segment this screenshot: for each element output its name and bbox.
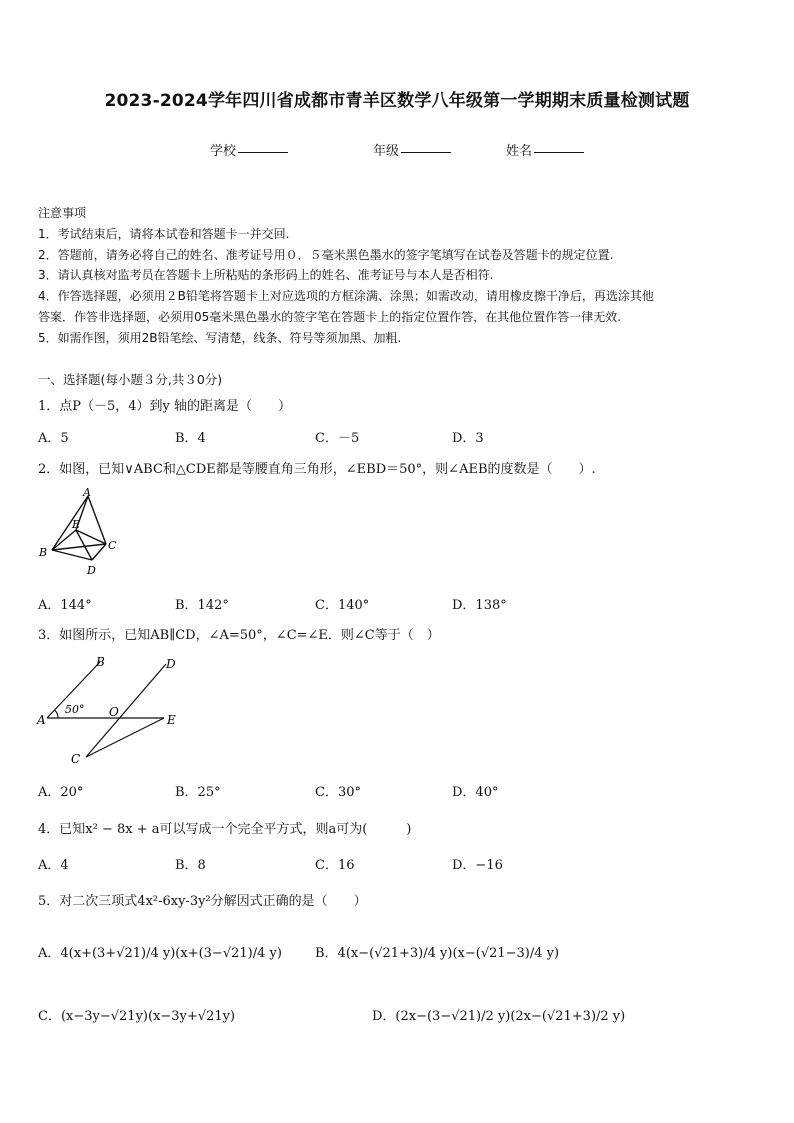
question-2-option-a[interactable]: A．144° <box>38 598 92 613</box>
label-d: D <box>166 657 176 671</box>
note-item: 答案．作答非选择题，必须用05毫米黑色墨水的签字笔在答题卡上的指定位置作答，在其他位置作答一律无效. <box>38 310 622 324</box>
question-4-option-c[interactable]: C．16 <box>315 858 355 873</box>
line-cd <box>86 664 166 757</box>
question-1-option-c[interactable]: C．－5 <box>315 431 360 446</box>
name-label: 姓名 <box>506 144 533 159</box>
label-d: D <box>87 564 96 577</box>
question-1-option-a[interactable]: A．5 <box>38 431 69 446</box>
question-4-stem: 4．已知x² − 8x + a可以写成一个完全平方式，则a可为( ) <box>38 822 412 837</box>
label-a: A <box>37 713 46 727</box>
question-2-option-b[interactable]: B．142° <box>175 598 229 613</box>
question-4-option-b[interactable]: B．8 <box>175 858 206 873</box>
question-5-option-d[interactable]: D．(2x−(3−√21)/2 y)(2x−(√21+3)/2 y) <box>372 1009 626 1024</box>
question-2-option-d[interactable]: D．138° <box>452 598 507 613</box>
question-1-option-d[interactable]: D．3 <box>452 431 484 446</box>
question-2-figure <box>36 486 118 580</box>
name-blank[interactable] <box>534 152 584 153</box>
label-o: O <box>109 705 119 719</box>
question-1-option-b[interactable]: B．4 <box>175 431 206 446</box>
label-b: B <box>39 546 48 559</box>
label-a: A <box>83 486 91 499</box>
question-1-stem: 1．点P（－5，4）到y 轴的距离是（ ） <box>38 399 292 414</box>
question-2-option-c[interactable]: C．140° <box>315 598 370 613</box>
note-item: 5．如需作图，须用2B铅笔绘、写清楚，线条、符号等须加黑、加粗. <box>38 331 402 345</box>
label-b: B <box>96 655 105 669</box>
question-3-option-d[interactable]: D．40° <box>452 785 499 800</box>
note-item: 1．考试结束后，请将本试卷和答题卡一并交回. <box>38 227 290 241</box>
label-e: E <box>72 518 81 531</box>
question-3-figure <box>34 652 184 768</box>
question-2-stem: 2．如图，已知∨ABC和△CDE都是等腰直角三角形，∠EBD＝50°，则∠AEB的度数是（ ）. <box>38 462 596 477</box>
segment-bc <box>52 544 106 550</box>
question-5-option-b[interactable]: B．4(x−(√21+3)/4 y)(x−(√21−3)/4 y) <box>315 946 560 961</box>
notes-heading: 注意事项 <box>38 206 87 220</box>
grade-field <box>373 140 451 159</box>
question-3-option-b[interactable]: B．25° <box>175 785 221 800</box>
grade-blank[interactable] <box>401 152 451 153</box>
name-field <box>506 140 584 159</box>
label-e: E <box>167 713 176 727</box>
question-3-option-c[interactable]: C．30° <box>315 785 361 800</box>
question-5-stem: 5．对二次三项式4x²-6xy-3y²分解因式正确的是（ ） <box>38 894 367 909</box>
question-4-option-d[interactable]: D．−16 <box>452 858 503 873</box>
question-5-option-a[interactable]: A．4(x+(3+√21)/4 y)(x+(3−√21)/4 y) <box>38 946 282 961</box>
label-angle-50: 50° <box>65 703 85 716</box>
school-blank[interactable] <box>238 152 288 153</box>
question-3-option-a[interactable]: A．20° <box>38 785 84 800</box>
angle-a-arc <box>55 710 58 718</box>
note-item: 3．请认真核对监考员在答题卡上所粘贴的条形码上的姓名、准考证号与本人是否相符. <box>38 268 494 282</box>
school-label: 学校 <box>210 144 237 159</box>
question-3-stem: 3．如图所示，已知AB∥CD，∠A=50°，∠C=∠E．则∠C等于（ ） <box>38 628 440 643</box>
question-4-option-a[interactable]: A．4 <box>38 858 69 873</box>
label-c: C <box>71 752 81 766</box>
section-title: 一、选择题(每小题３分,共３0分) <box>38 372 223 387</box>
school-field <box>210 140 288 159</box>
question-5-option-c[interactable]: C．(x−3y−√21y)(x−3y+√21y) <box>38 1009 236 1024</box>
segment-bd <box>52 550 92 560</box>
grade-label: 年级 <box>373 144 400 159</box>
segment-cd <box>92 544 106 560</box>
page-title: 2023-2024学年四川省成都市青羊区数学八年级第一学期期末质量检测试题 <box>104 91 690 111</box>
label-c: C <box>108 539 117 552</box>
note-item: 2．答题前，请务必将自己的姓名、准考证号用０．５毫米黑色墨水的签字笔填写在试卷及答题卡的规定位置. <box>38 248 614 262</box>
line-ce <box>86 718 164 757</box>
note-item: 4．作答选择题，必须用２B铅笔将答题卡上对应选项的方框涂满、涂黑；如需改动，请用橡皮擦干净后，再选涂其他 <box>38 289 654 303</box>
